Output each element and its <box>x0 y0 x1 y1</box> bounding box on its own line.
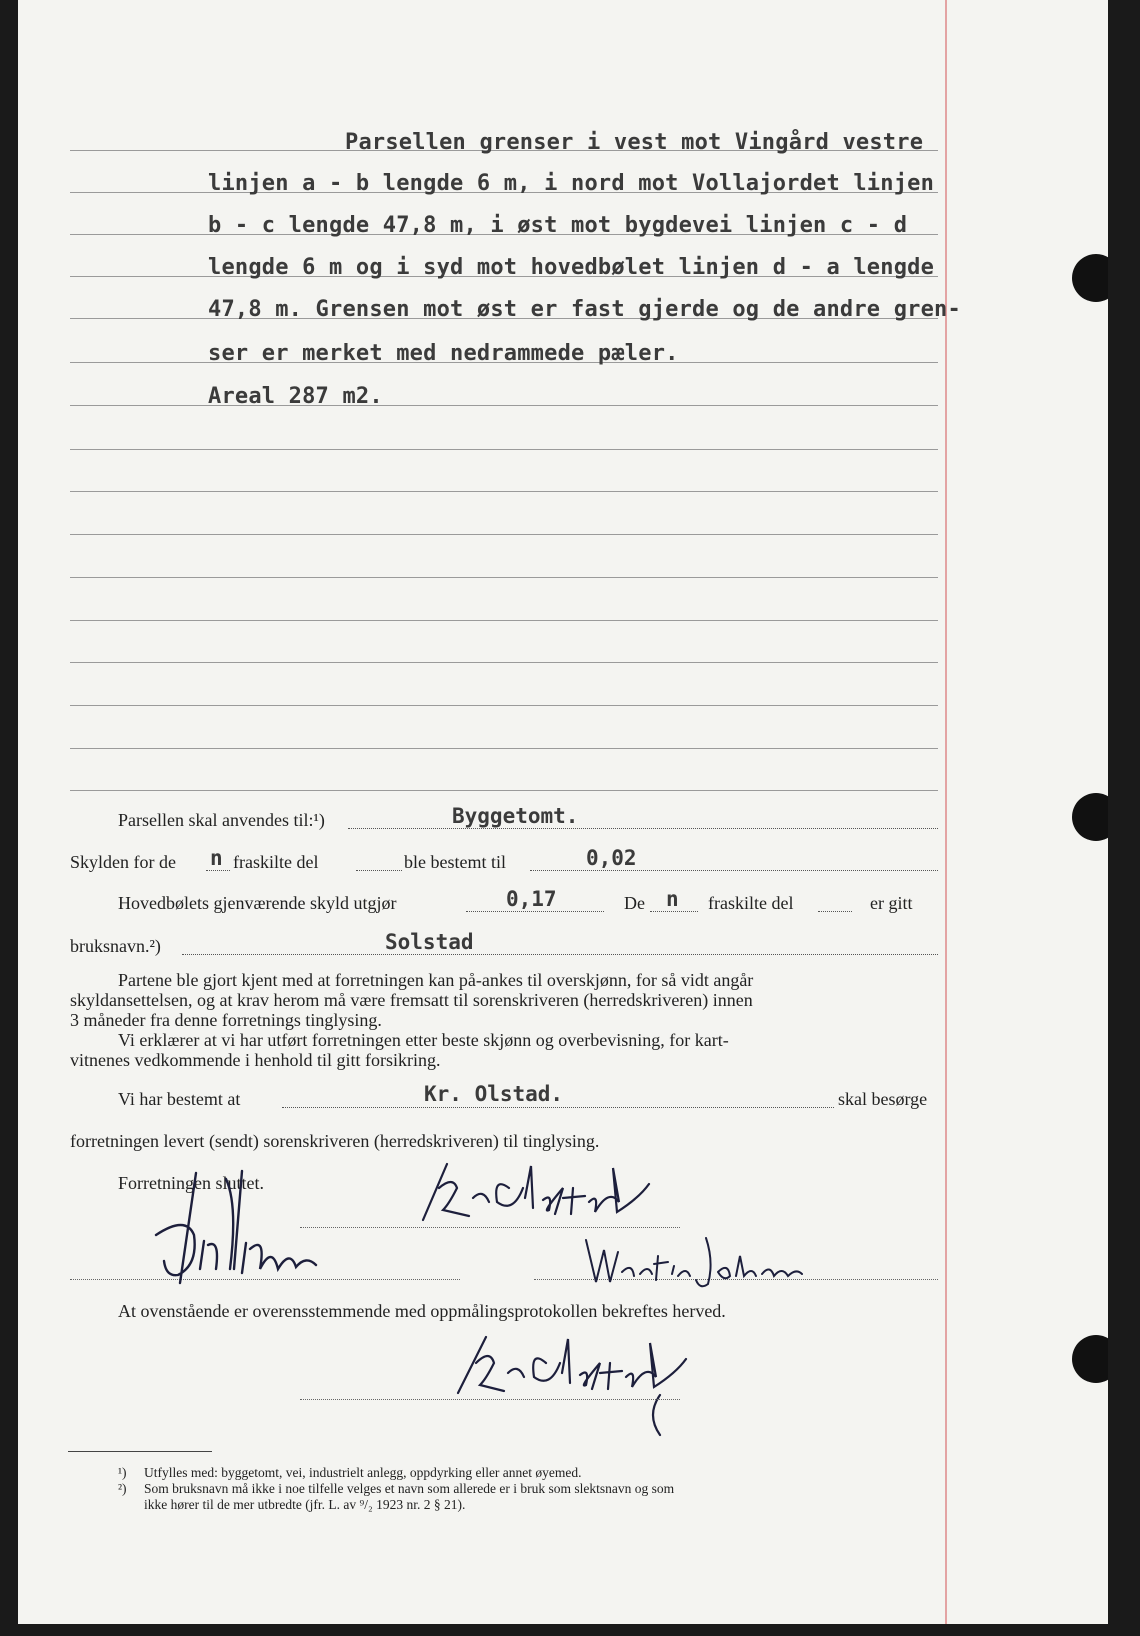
ruled-line <box>70 662 938 663</box>
footnote-2: Som bruksnavn må ikke i noe tilfelle velges et navn som allerede er i bruk som slektsnavn og som <box>144 1481 675 1496</box>
skyld-label: Skylden for de <box>70 852 176 872</box>
dotted-fill-line <box>182 954 938 955</box>
hovedbol-de: De <box>624 893 645 913</box>
typed-line: linjen a - b lengde 6 m, i nord mot Vollajordet linjen <box>208 171 935 196</box>
signature-martin-johnsen <box>578 1232 808 1292</box>
skyld-value: 0,02 <box>586 846 637 870</box>
ruled-line <box>70 620 938 621</box>
hovedbol-n: n <box>666 887 679 911</box>
paragraph-line: skyldansettelsen, og at krav herom må være fremsatt til sorenskriveren (herredskriveren) innen <box>70 990 753 1010</box>
confirm-text: At ovenstående er overensstemmende med oppmålingsprotokollen bekreftes herved. <box>118 1301 726 1321</box>
margin-line <box>945 0 947 1624</box>
skyld-label-2: fraskilte del <box>233 852 319 872</box>
ruled-line <box>70 577 938 578</box>
skyld-label-3: ble bestemt til <box>404 852 506 872</box>
bestemt-value: Kr. Olstad. <box>424 1082 564 1106</box>
punch-hole <box>1072 254 1108 302</box>
hovedbol-label-3: er gitt <box>870 893 913 913</box>
hovedbol-label: Hovedbølets gjenværende skyld utgjør <box>118 893 397 913</box>
punch-hole <box>1072 793 1108 841</box>
dotted-fill-line <box>466 911 604 912</box>
dotted-fill-line <box>282 1107 834 1108</box>
use-value: Byggetomt. <box>452 804 579 828</box>
typed-line: Parsellen grenser i vest mot Vingård vestre <box>345 130 924 155</box>
document-page <box>18 0 1108 1624</box>
dotted-fill-line <box>818 911 852 912</box>
punch-hole <box>1072 1335 1108 1383</box>
footnote-mark: ²) <box>118 1481 127 1496</box>
ruled-line <box>70 534 938 535</box>
ruled-line <box>70 491 938 492</box>
dotted-fill-line <box>356 870 402 871</box>
dotted-fill-line <box>650 911 698 912</box>
signature-kristiansen <box>146 1165 326 1290</box>
dotted-fill-line <box>206 870 230 871</box>
bestemt-label: Vi har bestemt at <box>118 1089 241 1109</box>
ruled-line <box>70 405 938 406</box>
footnote-1: Utfylles med: byggetomt, vei, industrielt anlegg, oppdyrking eller annet øyemed. <box>144 1465 582 1480</box>
paragraph-line: vitnenes vedkommende i henhold til gitt forsikring. <box>70 1050 441 1070</box>
bruksnavn-value: Solstad <box>385 930 474 954</box>
dotted-fill-line <box>348 828 938 829</box>
paragraph-line: Vi erklærer at vi har utført forretningen etter beste skjønn og overbevisning, for kart- <box>118 1030 729 1050</box>
signature-kr-olstad <box>413 1158 673 1228</box>
signature-line <box>300 1399 680 1400</box>
ruled-line <box>70 705 938 706</box>
ruled-line <box>70 449 938 450</box>
typed-line: 47,8 m. Grensen mot øst er fast gjerde og de andre gren- <box>208 297 961 322</box>
footnote-rule <box>68 1451 212 1452</box>
use-label: Parsellen skal anvendes til:¹) <box>118 810 325 830</box>
typed-line: b - c lengde 47,8 m, i øst mot bygdevei linjen c - d <box>208 213 908 238</box>
footnote-2-cont: ikke hører til de mer utbredte (jfr. L. av ⁹/₂ 1923 nr. 2 § 21). <box>144 1497 466 1512</box>
bestemt-label-2: skal besørge <box>838 1089 928 1109</box>
paragraph-line: Partene ble gjort kjent med at forretningen kan på-ankes til overskjønn, for så vidt angår <box>118 970 754 990</box>
footnote-mark: ¹) <box>118 1465 127 1480</box>
skyld-n: n <box>210 846 223 870</box>
paragraph-line: 3 måneder fra denne forretnings tinglysing. <box>70 1010 382 1030</box>
ruled-line <box>70 748 938 749</box>
levert-text: forretningen levert (sendt) sorenskriveren (herredskriveren) til tinglysing. <box>70 1131 600 1151</box>
typed-line: ser er merket med nedrammede pæler. <box>208 341 679 366</box>
ruled-line <box>70 790 938 791</box>
hovedbol-label-2: fraskilte del <box>708 893 794 913</box>
typed-line: Areal 287 m2. <box>208 384 383 409</box>
signature-kr-olstad-2 <box>446 1325 716 1440</box>
dotted-fill-line <box>530 870 938 871</box>
hovedbol-value: 0,17 <box>506 887 557 911</box>
sluttet-text: Forretningen sluttet. <box>118 1173 264 1193</box>
bruksnavn-label: bruksnavn.²) <box>70 936 161 956</box>
typed-line: lengde 6 m og i syd mot hovedbølet linjen d - a lengde <box>208 255 935 280</box>
